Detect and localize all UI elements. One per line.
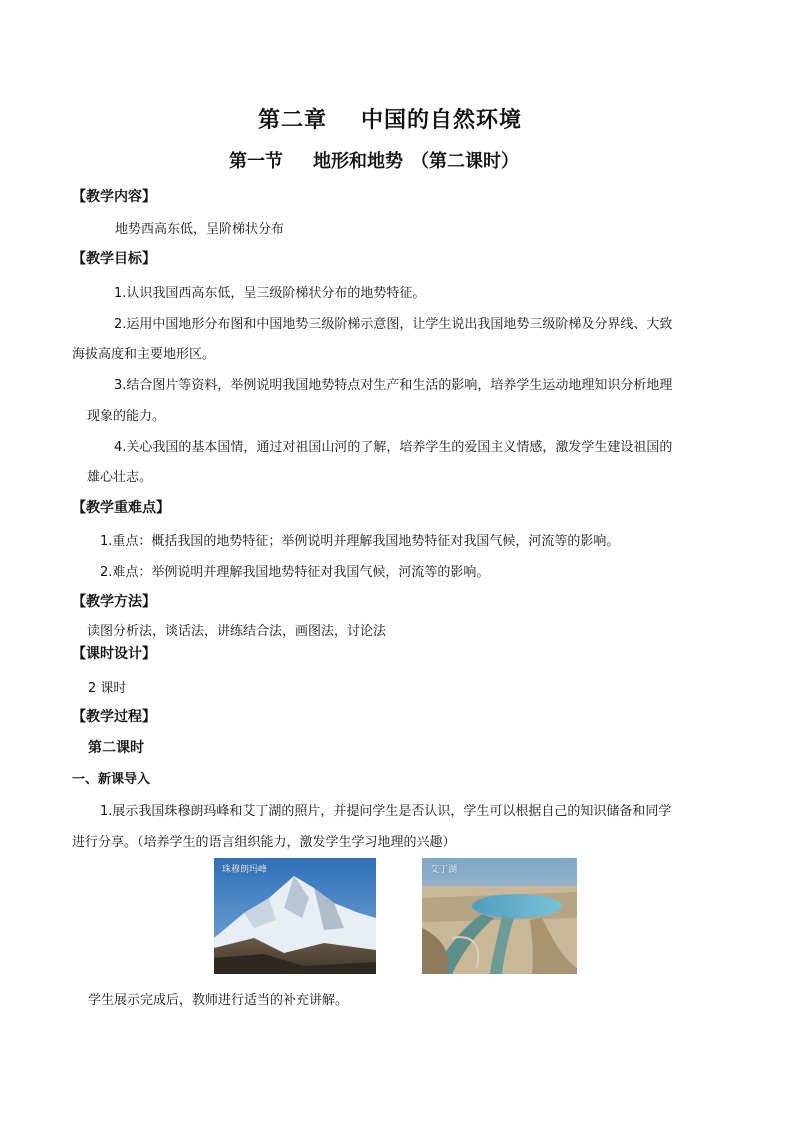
section-title [229, 147, 519, 173]
teaching-content-text: 地势西高东低，呈阶梯状分布 [115, 222, 285, 237]
teaching-content-heading: 【教学内容】 [72, 189, 156, 205]
key-point: 1.重点：概括我国的地势特征；举例说明并理解我国地势特征对我国气候，河流等的影响。 [100, 534, 620, 549]
section-name: 地形和地势 [313, 151, 403, 172]
after-photos-text: 学生展示完成后，教师进行适当的补充讲解。 [88, 993, 349, 1008]
everest-image [214, 858, 376, 974]
everest-photo [214, 858, 376, 974]
lesson-design-text: 2 课时 [88, 681, 127, 696]
lesson-label: 第二课时 [88, 740, 144, 756]
everest-caption: 珠穆朗玛峰 [222, 865, 268, 875]
teaching-goals-heading: 【教学目标】 [72, 251, 156, 267]
lesson-design-heading: 【课时设计】 [72, 646, 156, 662]
goal-3-line-1: 3.结合图片等资料，举例说明我国地势特点对生产和生活的影响，培养学生运动地理知识分析地理 [114, 378, 673, 393]
goal-4-line-1: 4.关心我国的基本国情，通过对祖国山河的了解，培养学生的爱国主义情感，激发学生建设祖国的 [114, 440, 673, 455]
chapter-name: 中国的自然环境 [361, 108, 523, 133]
part-1-heading: 一、新课导入 [72, 772, 151, 787]
part-1-para-line-1: 1.展示我国珠穆朗玛峰和艾丁湖的照片，并提问学生是否认识，学生可以根据自己的知识储备和同学 [100, 804, 672, 819]
goal-2-line-1: 2.运用中国地形分布图和中国地势三级阶梯示意图，让学生说出我国地势三级阶梯及分界线、大致 [114, 317, 673, 332]
chapter-title [258, 103, 522, 134]
section-suffix: （第二课时） [411, 151, 519, 172]
section-number: 第一节 [229, 151, 283, 172]
teaching-methods-heading: 【教学方法】 [72, 594, 156, 610]
key-points-heading: 【教学重难点】 [72, 500, 170, 516]
part-1-para-line-2: 进行分享。（培养学生的语言组织能力，激发学生学习地理的兴趣） [72, 835, 456, 850]
goal-2-line-2: 海拔高度和主要地形区。 [72, 347, 216, 362]
aiding-lake-photo [422, 858, 577, 974]
goal-3-line-2: 现象的能力。 [87, 409, 166, 424]
teaching-process-heading: 【教学过程】 [72, 709, 156, 725]
aiding-lake-image [422, 858, 577, 974]
teaching-methods-text: 读图分析法，谈话法，讲练结合法，画图法，讨论法 [87, 624, 387, 639]
aiding-lake-caption: 艾丁湖 [430, 865, 458, 875]
chapter-number: 第二章 [258, 108, 328, 133]
goal-1: 1.认识我国西高东低，呈三级阶梯状分布的地势特征。 [114, 286, 426, 301]
difficult-point: 2.难点：举例说明并理解我国地势特征对我国气候，河流等的影响。 [100, 565, 490, 580]
goal-4-line-2: 雄心壮志。 [87, 470, 153, 485]
